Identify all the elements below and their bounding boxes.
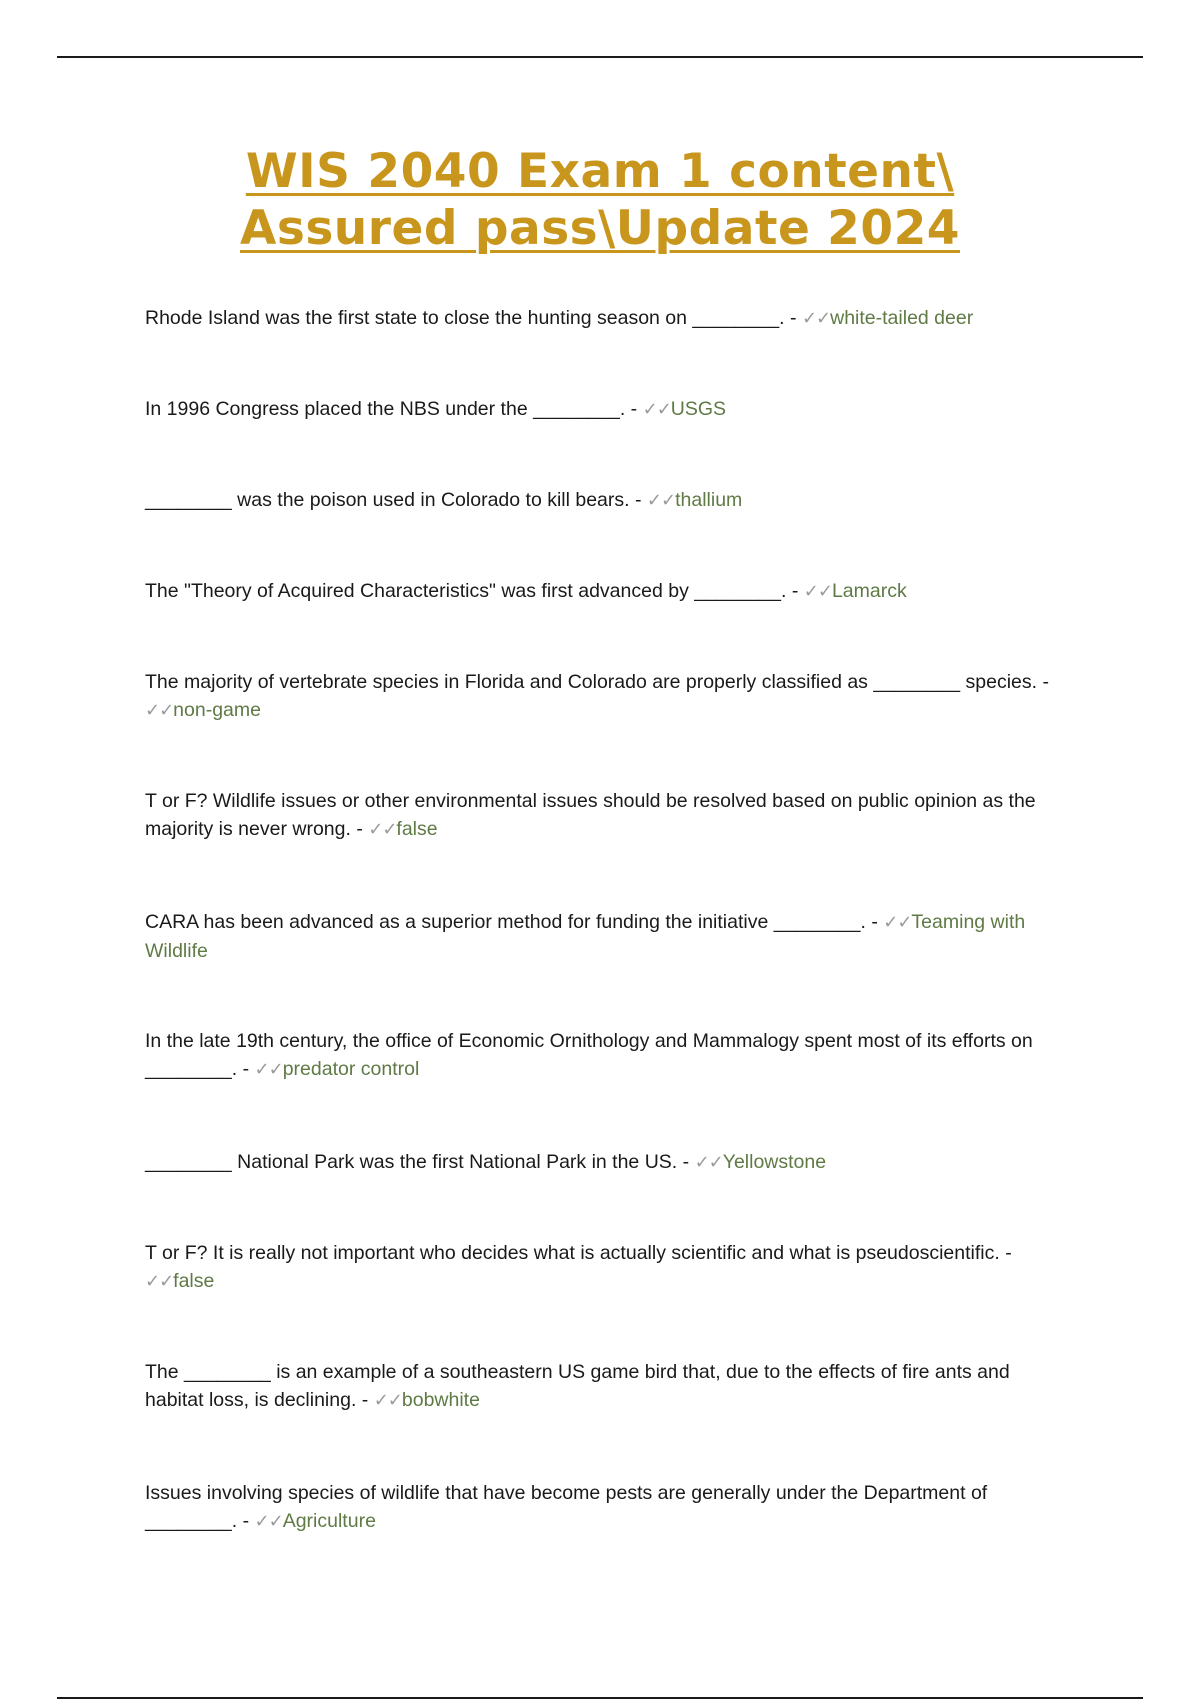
double-check-icon: ✓✓: [646, 490, 676, 511]
double-check-icon: ✓✓: [694, 1152, 723, 1173]
list-item: [145, 668, 1065, 725]
question-text: CARA has been advanced as a superior method for funding the initiative ________.: [145, 911, 866, 933]
answer-text: non-game: [173, 699, 261, 721]
separator: -: [784, 307, 802, 329]
question-text: In 1996 Congress placed the NBS under the ________.: [145, 398, 626, 420]
answer-text: thallium: [675, 489, 743, 511]
separator: -: [625, 398, 643, 420]
list-item: [145, 1358, 1065, 1415]
bottom-rule: [57, 1697, 1143, 1699]
separator: -: [1037, 671, 1049, 693]
list-item: [145, 395, 1065, 424]
answer-text: Lamarck: [831, 580, 907, 602]
double-check-icon: ✓✓: [145, 1271, 174, 1292]
separator: -: [237, 1058, 255, 1080]
title-line-2: Assured pass\Update 2024: [239, 201, 960, 256]
double-check-icon: ✓✓: [368, 819, 397, 840]
list-item: [145, 486, 1065, 515]
question-text: T or F? It is really not important who decides what is actually scientific and what is pseudoscientific.: [145, 1242, 1000, 1264]
question-text: The "Theory of Acquired Characteristics" was first advanced by ________.: [145, 580, 787, 602]
double-check-icon: ✓✓: [145, 700, 174, 721]
list-item: [145, 908, 1065, 965]
double-check-icon: ✓✓: [642, 399, 671, 420]
list-item: [145, 1027, 1065, 1084]
question-text: The majority of vertebrate species in Florida and Colorado are properly classified as ________ species.: [145, 671, 1038, 693]
question-text: ________ National Park was the first National Park in the US.: [145, 1151, 678, 1173]
double-check-icon: ✓✓: [883, 912, 912, 933]
list-item: [145, 787, 1065, 844]
separator: -: [237, 1510, 255, 1532]
list-item: [145, 1148, 1065, 1177]
separator: -: [786, 580, 804, 602]
separator: -: [999, 1242, 1012, 1264]
double-check-icon: ✓✓: [254, 1511, 283, 1532]
question-text: The ________ is an example of a southeastern US game bird that, due to the effects of fire ants and habitat loss, is declining.: [145, 1361, 1010, 1411]
double-check-icon: ✓✓: [373, 1390, 402, 1411]
answer-text: Teaming with Wildlife: [145, 911, 1026, 962]
answer-text: Agriculture: [282, 1510, 376, 1532]
separator: -: [865, 911, 884, 933]
answer-text: Yellowstone: [722, 1151, 827, 1173]
top-rule: [57, 56, 1143, 58]
list-item: [145, 304, 1065, 333]
question-text: In the late 19th century, the office of Economic Ornithology and Mammalogy spent most of its efforts on ________.: [145, 1030, 1033, 1080]
separator: -: [350, 818, 369, 840]
list-item: [145, 1479, 1065, 1536]
double-check-icon: ✓✓: [803, 581, 832, 602]
answer-text: USGS: [670, 398, 727, 420]
question-text: Rhode Island was the first state to close the hunting season on ________.: [145, 307, 785, 329]
separator: -: [629, 489, 647, 511]
double-check-icon: ✓✓: [801, 308, 831, 329]
answer-text: false: [173, 1270, 215, 1292]
title-line-1: WIS 2040 Exam 1 content\: [245, 144, 955, 199]
answer-text: white-tailed deer: [830, 307, 974, 329]
page-title: [0, 143, 1200, 257]
answer-text: false: [396, 818, 438, 840]
answer-text: predator control: [282, 1058, 420, 1080]
separator: -: [356, 1389, 374, 1411]
separator: -: [677, 1151, 695, 1173]
question-text: T or F? Wildlife issues or other environmental issues should be resolved based on public opinion as the majority is never wrong.: [145, 790, 1036, 840]
answer-text: bobwhite: [401, 1389, 480, 1411]
double-check-icon: ✓✓: [254, 1059, 283, 1080]
question-text: Issues involving species of wildlife that have become pests are generally under the Department of ________.: [145, 1482, 988, 1532]
list-item: [145, 1239, 1065, 1296]
list-item: [145, 577, 1065, 606]
question-text: ________ was the poison used in Colorado to kill bears.: [145, 489, 630, 511]
